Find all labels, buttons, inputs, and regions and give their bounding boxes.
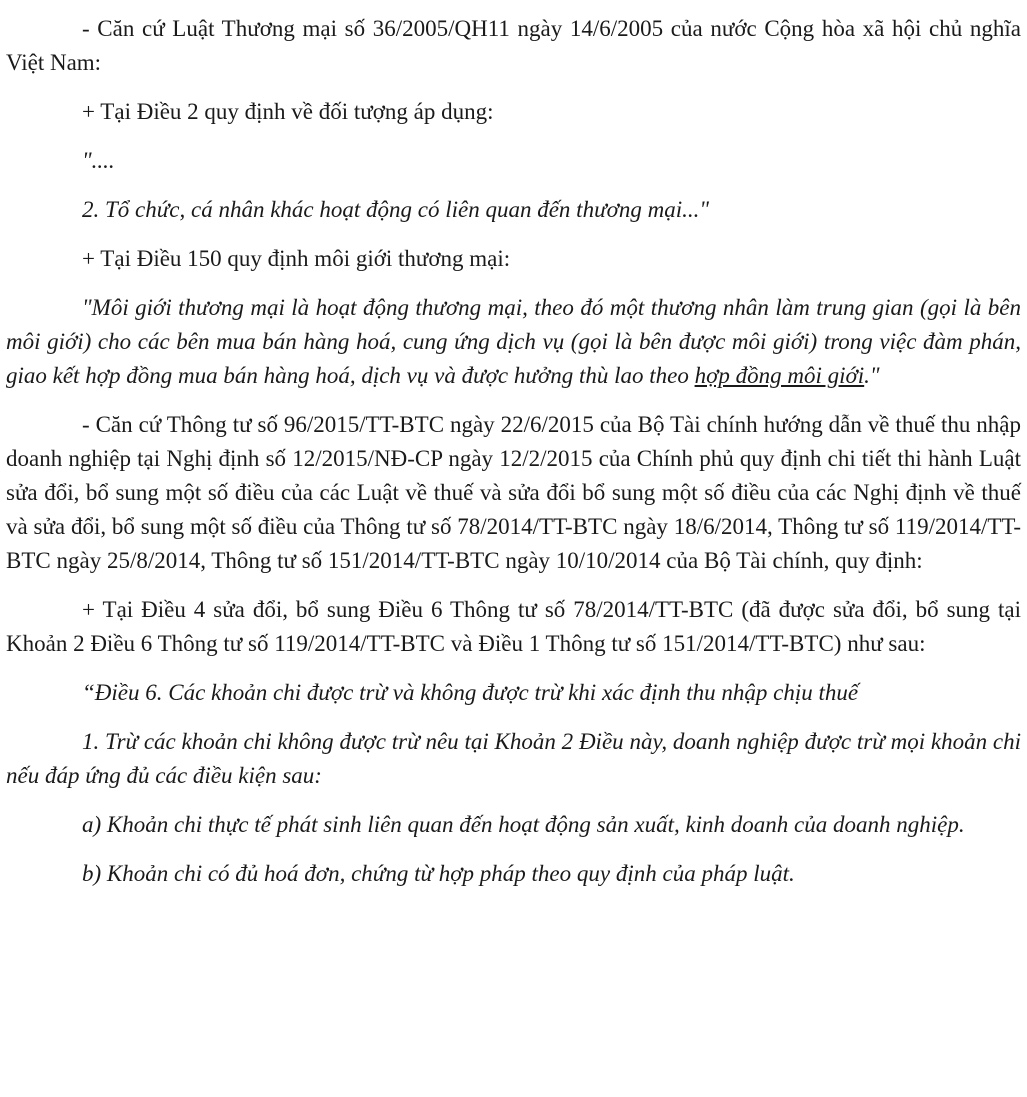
paragraph-legal-basis-circular-96: - Căn cứ Thông tư số 96/2015/TT-BTC ngày 22/6/2015 của Bộ Tài chính hướng dẫn về thuế thu nhập doanh nghiệp tại Nghị định số 12/2015/NĐ-CP ngày 12/2/2015 của Chính phủ quy định chi tiết thi hành Luật sửa đổi, bổ sung một số điều của các Luật về thuế và sửa đổi bổ sung một số điều của các Nghị định về thuế và sửa đổi, bổ sung một số điều của Thông tư số 78/2014/TT-BTC ngày 18/6/2014, Thông tư số 119/2014/TT-BTC ngày 25/8/2014, Thông tư số 151/2014/TT-BTC ngày 10/10/2014 của Bộ Tài chính, quy định: [6, 412, 1021, 573]
quote-condition-a: a) Khoản chi thực tế phát sinh liên quan đến hoạt động sản xuất, kinh doanh của doanh nghiệp. [82, 812, 965, 837]
quote-article-6-clause-1: 1. Trừ các khoản chi không được trừ nêu tại Khoản 2 Điều này, doanh nghiệp được trừ mọi khoản chi nếu đáp ứng đủ các điều kiện sau: [6, 729, 1021, 788]
quote-article-6-title: “Điều 6. Các khoản chi được trừ và không được trừ khi xác định thu nhập chịu thuế [82, 680, 859, 705]
quote-open-ellipsis: ".... [82, 148, 115, 173]
underlined-brokerage-contract: hợp đồng môi giới [694, 363, 865, 388]
paragraph-article-150: + Tại Điều 150 quy định môi giới thương mại: [82, 246, 511, 271]
quote-commercial-brokerage-definition [6, 291, 1021, 393]
paragraph-legal-basis-commercial-law: - Căn cứ Luật Thương mại số 36/2005/QH11 ngày 14/6/2005 của nước Cộng hòa xã hội chủ nghĩa Việt Nam: [6, 16, 1021, 75]
quote-brokerage-text: "Môi giới thương mại là hoạt động thương mại, theo đó một thương nhân làm trung gian (gọi là bên môi giới) cho các bên mua bán hàng hoá, cung ứng dịch vụ (gọi là bên được môi giới) trong việc đàm phán, giao kết hợp đồng mua bán hàng hoá, dịch vụ và được hưởng thù lao theo [6, 295, 1021, 388]
quote-article-2-clause-2: 2. Tổ chức, cá nhân khác hoạt động có liên quan đến thương mại..." [82, 197, 710, 222]
quote-brokerage-close: ." [864, 363, 880, 388]
paragraph-article-4-amendment: + Tại Điều 4 sửa đổi, bổ sung Điều 6 Thông tư số 78/2014/TT-BTC (đã được sửa đổi, bổ sung tại Khoản 2 Điều 6 Thông tư số 119/2014/TT-BTC và Điều 1 Thông tư số 151/2014/TT-BTC) như sau: [6, 597, 1021, 656]
paragraph-article-2: + Tại Điều 2 quy định về đối tượng áp dụng: [82, 99, 494, 124]
quote-condition-b: b) Khoản chi có đủ hoá đơn, chứng từ hợp pháp theo quy định của pháp luật. [82, 861, 795, 886]
